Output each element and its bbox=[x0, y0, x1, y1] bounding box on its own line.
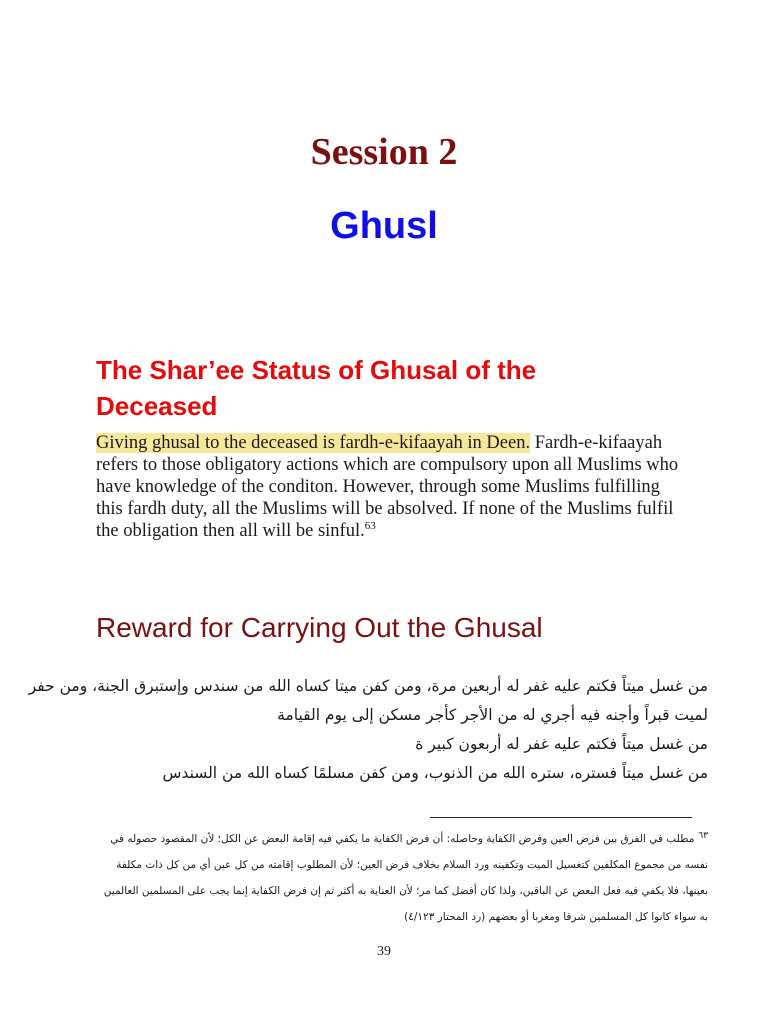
arabic-line: لميت قبراً وأجنه فيه أجري له من الأجر كأجر مسكن إلى يوم القيامة bbox=[277, 706, 708, 724]
section-heading-shari-status: The Shar’ee Status of Ghusal of the Deceased bbox=[96, 355, 537, 421]
footnote-line: به سواء كانوا كل المسلمين شرقا ومغربا أو بعضهم (رد المحتار ٤/١٢٣) bbox=[404, 911, 708, 923]
arabic-line: من غسل ميتاً فستره، ستره الله من الذنوب، ومن كفن مسلمًا كساه الله من السندس bbox=[162, 764, 708, 782]
footnote-reference[interactable]: 63 bbox=[364, 519, 376, 532]
footnote-divider bbox=[430, 817, 692, 818]
footnote-line bbox=[96, 826, 708, 852]
section-heading-reward: Reward for Carrying Out the Ghusal bbox=[96, 612, 543, 643]
shari-status-paragraph bbox=[96, 432, 686, 542]
arabic-line: من غسل ميتاً فكتم عليه غفر له أربعين مرة، ومن كفن ميتا كساه الله من سندس وإستبرق الجنة، ومن حفر bbox=[28, 677, 708, 695]
arabic-hadith-block bbox=[28, 672, 708, 788]
footnote-number: ٦٣ bbox=[698, 830, 708, 841]
topic-title: Ghusl bbox=[330, 205, 438, 247]
session-title: Session 2 bbox=[310, 131, 458, 173]
footnote-line: نفسه من مجموع المكلفين كتغسيل الميت وتكفينه ورد السلام بخلاف فرض العين؛ لأن المطلوب إقامته من كل عين أي من كل ذات مكلفة bbox=[116, 859, 708, 871]
footnote-line: بعينها، فلا يكفي فيه فعل البعض عن الباقين، ولذا كان أفضل كما مر؛ لأن العناية به أكثر ثم إن فرض الكفاية إنما يجب على المسلمين العالمين bbox=[103, 885, 708, 897]
highlighted-sentence: Giving ghusal to the deceased is fardh-e-kifaayah in Deen. bbox=[96, 433, 531, 453]
arabic-line: من غسل ميتاً فكتم عليه غفر له أربعون كبير ة bbox=[415, 735, 708, 753]
footnote-text: مطلب في الفرق بين فرض العين وفرض الكفاية وحاصله: أن فرض الكفاية ما يكفي فيه إقامة البعض عن الكل؛ لأن المقصود حصوله في bbox=[110, 833, 695, 845]
page-number: 39 bbox=[377, 944, 391, 959]
footnote-block bbox=[96, 826, 708, 930]
paragraph-text: Fardh-e-kifaayah refers to those obligatory actions which are compulsory upon all Muslims who have knowledge of the conditon. However, through some Muslims fulfilling this fardh duty, all the Muslims will be absolved. If none of the Muslims fulfil the obligation then all will be sinful. bbox=[96, 433, 679, 541]
